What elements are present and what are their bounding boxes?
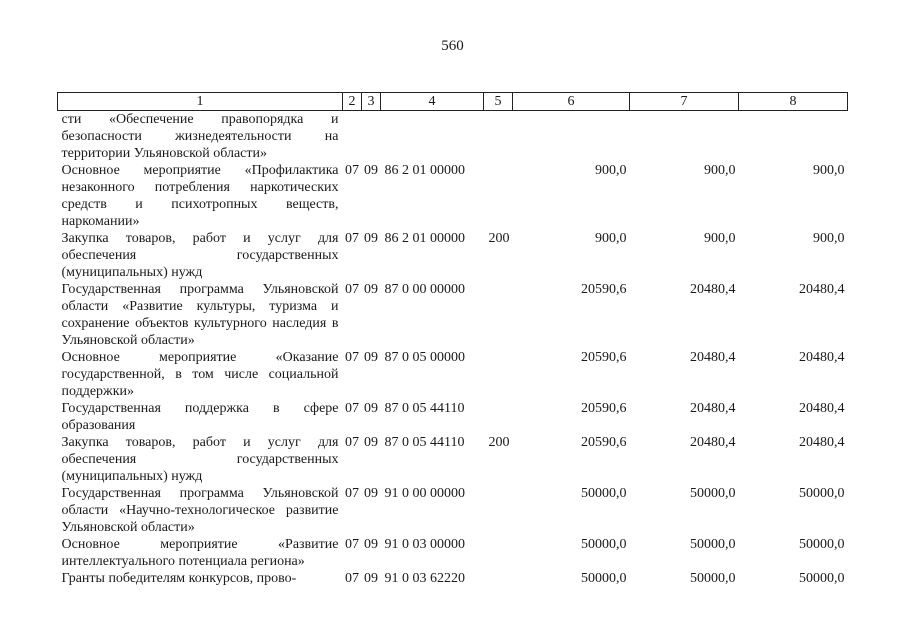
column-header: 3 xyxy=(362,93,381,111)
column-header: 2 xyxy=(343,93,362,111)
subsection-code: 09 xyxy=(364,350,378,365)
expense-type-code xyxy=(484,349,513,400)
amount-col-6: 20590,6 xyxy=(581,282,627,297)
amount-col-7: 50000,0 xyxy=(690,486,736,501)
column-header: 5 xyxy=(484,93,513,111)
section-code: 07 xyxy=(345,231,359,246)
budget-table xyxy=(57,92,848,587)
subsection-code xyxy=(362,111,381,163)
target-article-code: 87 0 05 44110 xyxy=(384,435,465,450)
expense-type-code xyxy=(484,281,513,349)
amount-col-7: 900,0 xyxy=(704,231,736,246)
subsection-code: 09 xyxy=(364,401,378,416)
column-header: 1 xyxy=(58,93,343,111)
target-article-code: 87 0 00 00000 xyxy=(384,282,465,297)
section-code xyxy=(343,111,362,163)
target-article-code xyxy=(381,111,484,163)
amount-col-7: 50000,0 xyxy=(690,537,736,552)
amount-col-6: 20590,6 xyxy=(581,350,627,365)
amount-col-6: 50000,0 xyxy=(581,486,627,501)
expense-type-code xyxy=(484,162,513,230)
expense-type-code xyxy=(484,536,513,570)
target-article-code: 91 0 03 62220 xyxy=(384,571,465,586)
row-name: Государственная программа Ульяновской области «Развитие культуры, туризма и сохранение объектов культурного наследия в Ульяновской области» xyxy=(61,282,339,348)
amount-col-7: 20480,4 xyxy=(690,282,736,297)
row-name: Государственная программа Ульяновской области «Научно-технологическое развитие Ульяновской области» xyxy=(61,486,339,535)
expense-type-code xyxy=(484,485,513,536)
amount-col-6: 20590,6 xyxy=(581,401,627,416)
row-name: Государственная поддержка в сфере образования xyxy=(61,401,339,433)
page-number: 560 xyxy=(441,38,464,54)
subsection-code: 09 xyxy=(364,163,378,178)
section-code: 07 xyxy=(345,571,359,586)
subsection-code: 09 xyxy=(364,537,378,552)
amount-col-7 xyxy=(630,111,739,163)
section-code: 07 xyxy=(345,537,359,552)
table-row xyxy=(58,349,848,400)
amount-col-6: 50000,0 xyxy=(581,537,627,552)
amount-col-7: 50000,0 xyxy=(690,571,736,586)
section-code: 07 xyxy=(345,401,359,416)
expense-type-code xyxy=(484,570,513,587)
table-row xyxy=(58,570,848,587)
amount-col-6 xyxy=(513,111,630,163)
amount-col-8 xyxy=(739,111,848,163)
target-article-code: 91 0 03 00000 xyxy=(384,537,465,552)
expense-type-code xyxy=(484,111,513,163)
amount-col-8: 20480,4 xyxy=(799,401,845,416)
section-code: 07 xyxy=(345,486,359,501)
amount-col-8: 20480,4 xyxy=(799,282,845,297)
amount-col-7: 20480,4 xyxy=(690,401,736,416)
subsection-code: 09 xyxy=(364,486,378,501)
column-header: 7 xyxy=(630,93,739,111)
amount-col-6: 900,0 xyxy=(595,163,627,178)
row-name: Закупка товаров, работ и услуг для обеспечения государственных (муниципальных) нужд xyxy=(61,231,339,280)
amount-col-8: 50000,0 xyxy=(799,486,845,501)
amount-col-8: 20480,4 xyxy=(799,350,845,365)
column-header: 6 xyxy=(513,93,630,111)
table-row xyxy=(58,281,848,349)
section-code: 07 xyxy=(345,282,359,297)
table-header-row xyxy=(58,93,848,111)
column-header: 4 xyxy=(381,93,484,111)
amount-col-7: 20480,4 xyxy=(690,350,736,365)
row-name: Основное мероприятие «Развитие интеллектуального потенциала региона» xyxy=(61,537,339,569)
expense-type-code: 200 xyxy=(488,435,510,450)
table-row xyxy=(58,111,848,163)
target-article-code: 91 0 00 00000 xyxy=(384,486,465,501)
table-row xyxy=(58,162,848,230)
expense-type-code xyxy=(484,400,513,434)
subsection-code: 09 xyxy=(364,231,378,246)
row-name: Гранты победителям конкурсов, прово- xyxy=(61,571,297,586)
section-code: 07 xyxy=(345,163,359,178)
amount-col-8: 20480,4 xyxy=(799,435,845,450)
subsection-code: 09 xyxy=(364,571,378,586)
column-header: 8 xyxy=(739,93,848,111)
row-name: сти «Обеспечение правопорядка и безопасности жизнедеятельности на территории Ульяновской области» xyxy=(61,112,339,161)
amount-col-8: 900,0 xyxy=(813,163,845,178)
row-name: Основное мероприятие «Профилактика незаконного потребления наркотических средств и психотропных веществ, наркомании» xyxy=(61,163,339,229)
target-article-code: 87 0 05 44110 xyxy=(384,401,465,416)
amount-col-7: 20480,4 xyxy=(690,435,736,450)
section-code: 07 xyxy=(345,350,359,365)
amount-col-8: 50000,0 xyxy=(799,571,845,586)
expense-type-code: 200 xyxy=(488,231,510,246)
amount-col-8: 50000,0 xyxy=(799,537,845,552)
amount-col-8: 900,0 xyxy=(813,231,845,246)
amount-col-6: 50000,0 xyxy=(581,571,627,586)
table-row xyxy=(58,536,848,570)
amount-col-7: 900,0 xyxy=(704,163,736,178)
amount-col-6: 900,0 xyxy=(595,231,627,246)
row-name: Основное мероприятие «Оказание государственной, в том числе социальной поддержки» xyxy=(61,350,339,399)
row-name: Закупка товаров, работ и услуг для обеспечения государственных (муниципальных) нужд xyxy=(61,435,339,484)
table-row xyxy=(58,230,848,281)
subsection-code: 09 xyxy=(364,282,378,297)
target-article-code: 86 2 01 00000 xyxy=(384,163,465,178)
target-article-code: 86 2 01 00000 xyxy=(384,231,465,246)
table-row xyxy=(58,434,848,485)
section-code: 07 xyxy=(345,435,359,450)
amount-col-6: 20590,6 xyxy=(581,435,627,450)
table-row xyxy=(58,485,848,536)
target-article-code: 87 0 05 00000 xyxy=(384,350,465,365)
table-row xyxy=(58,400,848,434)
subsection-code: 09 xyxy=(364,435,378,450)
